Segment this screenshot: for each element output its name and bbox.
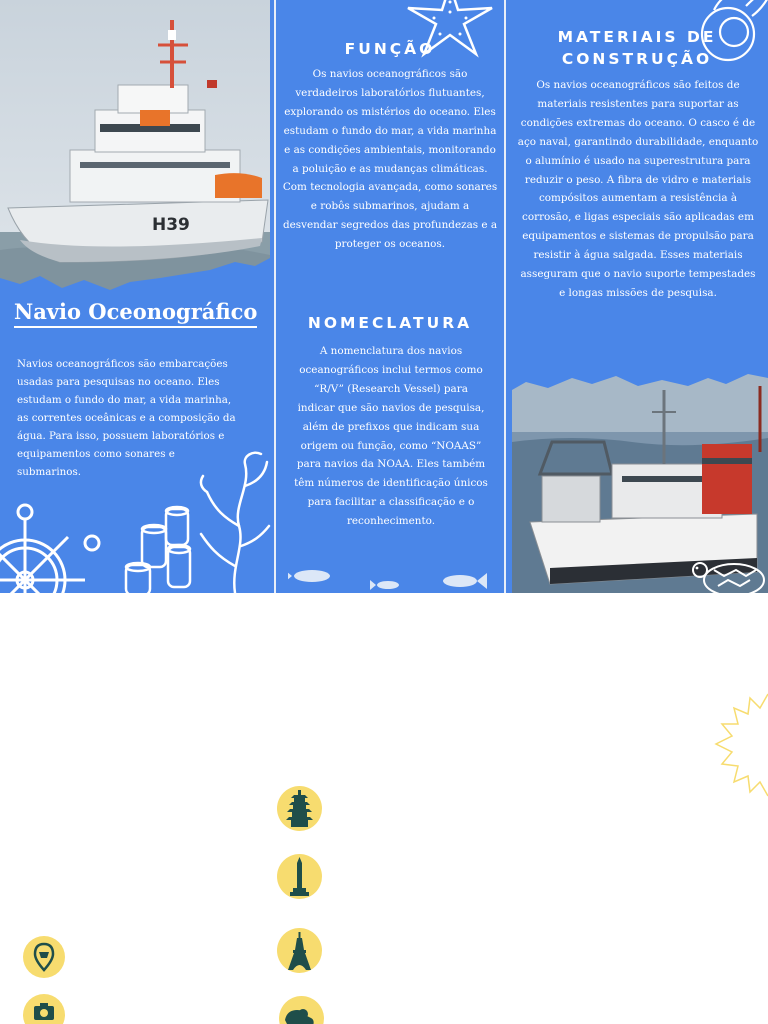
sea-turtle-icon (684, 552, 768, 593)
panel-materiais (506, 0, 768, 593)
sun-icon (712, 690, 768, 800)
elephant-icon (279, 996, 324, 1024)
eiffel-tower-icon (277, 928, 322, 973)
funcao-paragraph: Os navios oceanográficos são verdadeiros laboratórios flutuantes, explorando os mistérios do oceano. Eles estudam o fundo do mar, a vida marinha e as condições ambientais, monitorando a poluição e as mudanças climáticas. Com tecnologia avançada, como sonares e robôs submarinos, ajudam a desvendar segredos das profundezas e a proteger os oceanos. (282, 68, 498, 251)
funcao-heading: FUNÇÃO (344, 40, 436, 58)
map-pin-icon (23, 936, 65, 978)
brochure-title: Navio Oceonográfico (14, 299, 257, 328)
camera-icon (23, 994, 65, 1024)
intro-paragraph: Navios oceanográficos são embarcações usadas para pesquisas no oceano. Eles estudam o fundo do mar, a vida marinha, as correntes oceânicas e a composição da água. Para isso, possuem laboratórios e equipamentos como sonares e submarinos. (17, 358, 236, 478)
monument-icon (277, 854, 322, 899)
materiais-heading-line-1: MATERIAIS DE (557, 28, 717, 46)
panel-funcao (276, 0, 504, 593)
panel-intro (0, 0, 274, 593)
nomenclatura-paragraph: A nomenclatura dos navios oceanográficos inclui termos como “R/V” (Research Vessel) para indicar que são navios de pesquisa, além de prefixos que indicam sua origem ou função, como “NOAAS” para navios da NOAA. Eles também têm números de identificação únicos para facilitar a classificação e o reconhecimento. (294, 345, 488, 528)
seaweed-icon (195, 446, 274, 593)
nomenclatura-heading: NOMECLATURA (307, 314, 473, 332)
fish-school-icon (288, 562, 493, 592)
materiais-paragraph: Os navios oceanográficos são feitos de materiais resistentes para suportar as condições extremas do oceano. O casco é de aço naval, garantindo durabilidade, enquanto o alumínio é usado na superestrutura para reduzir o peso. A fibra de vidro e materiais compósitos aumentam a resistência à corrosão, e ligas especiais são aplicadas em equipamentos e sistemas de propulsão para resistir à água salgada. Esses materiais asseguram que o navio suporte tempestades e longas missões de pesquisa. (517, 79, 759, 299)
ship-photo-h39 (0, 0, 270, 298)
coral-sponge-icon (122, 505, 202, 593)
materiais-heading (506, 26, 768, 70)
pagoda-icon (277, 786, 322, 831)
materiais-heading-line-2: CONSTRUÇÃO (561, 50, 713, 68)
svg-text:H39: H39 (152, 215, 190, 235)
ship-wheel-icon (0, 498, 110, 593)
